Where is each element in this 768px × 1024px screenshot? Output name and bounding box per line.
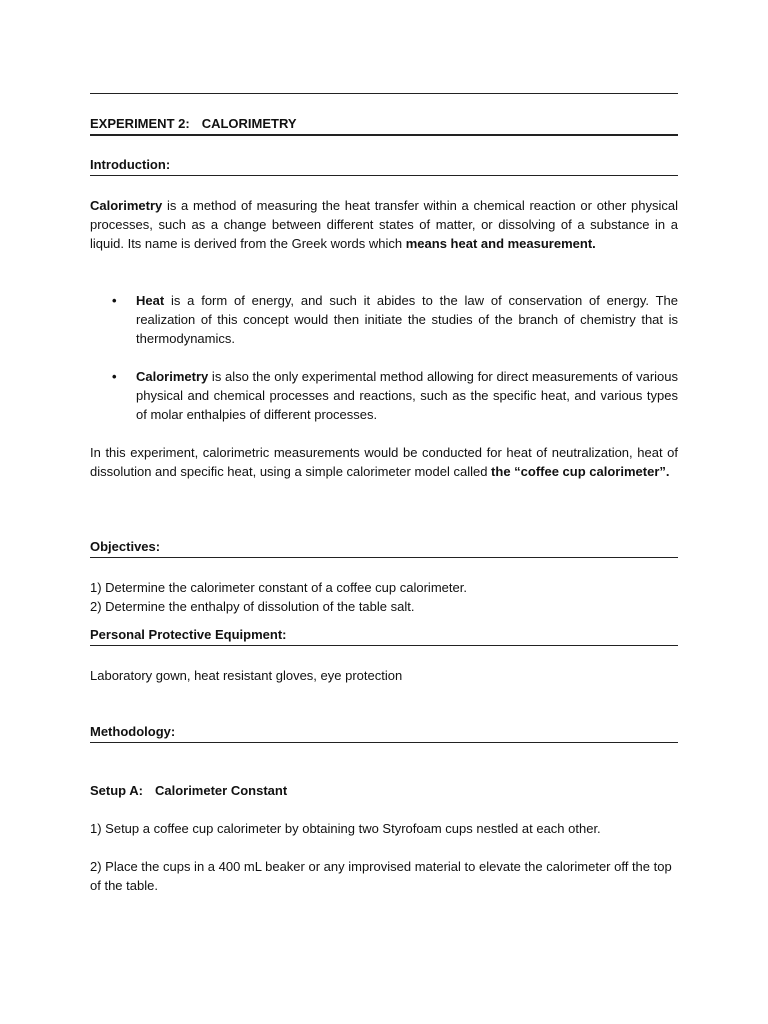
- setup-step: 2) Place the cups in a 400 mL beaker or any improvised material to elevate the calorimeter off the top of the table.: [90, 859, 672, 893]
- methodology-rule: [90, 742, 678, 743]
- bullet-dot-icon: •: [112, 369, 117, 384]
- bullet-body: is a form of energy, and such it abides to the law of conservation of energy. The realization of this concept would then initiate the studies of the branch of chemistry that is thermodynamics.: [136, 293, 678, 346]
- bullet-body: is also the only experimental method allowing for direct measurements of various physical and chemical processes and reactions, such as the specific heat, and various types of molar enthalpies of different processes.: [136, 369, 678, 422]
- setup-a-title: Calorimeter Constant: [154, 783, 288, 798]
- ppe-rule: [90, 645, 678, 646]
- ppe-text: Laboratory gown, heat resistant gloves, eye protection: [90, 668, 403, 683]
- objective-item: 2) Determine the enthalpy of dissolution of the table salt.: [90, 599, 415, 614]
- experiment-bold-end: the “coffee cup calorimeter”.: [491, 464, 670, 479]
- experiment-name: CALORIMETRY: [201, 116, 297, 131]
- setup-a-label: Setup A:: [90, 783, 143, 798]
- setup-a-heading: [90, 782, 287, 800]
- setup-step: 1) Setup a coffee cup calorimeter by obtaining two Styrofoam cups nestled at each other.: [90, 821, 601, 836]
- intro-term: Calorimetry: [90, 198, 163, 213]
- experiment-text: In this experiment, calorimetric measurements would be conducted for heat of neutralization, heat of dissolution and specific heat, using a simple calorimeter model called: [90, 445, 678, 479]
- bullet-text: [136, 367, 678, 424]
- bullet-dot-icon: •: [112, 293, 117, 308]
- objective-item: 1) Determine the calorimeter constant of a coffee cup calorimeter.: [90, 580, 467, 595]
- bullet-term: Heat: [136, 293, 165, 308]
- experiment-label: EXPERIMENT 2:: [90, 116, 190, 131]
- methodology-heading: Methodology:: [90, 724, 176, 739]
- intro-paragraph: [90, 196, 678, 253]
- introduction-rule: [90, 175, 678, 176]
- title-rule: [90, 134, 678, 136]
- top-rule: [90, 93, 678, 94]
- experiment-paragraph: [90, 443, 678, 481]
- objectives-heading: Objectives:: [90, 539, 161, 554]
- intro-bold-end: means heat and measurement.: [405, 236, 596, 251]
- bullet-term: Calorimetry: [136, 369, 209, 384]
- introduction-heading: Introduction:: [90, 157, 171, 172]
- ppe-heading: Personal Protective Equipment:: [90, 627, 287, 642]
- bullet-text: [136, 291, 678, 348]
- objectives-rule: [90, 557, 678, 558]
- intro-text: is a method of measuring the heat transfer within a chemical reaction or other physical processes, such as a change between different states of matter, or dissolving of a substance in a liquid. Its name is derived from the Greek words which: [90, 198, 678, 251]
- experiment-title: [90, 115, 297, 133]
